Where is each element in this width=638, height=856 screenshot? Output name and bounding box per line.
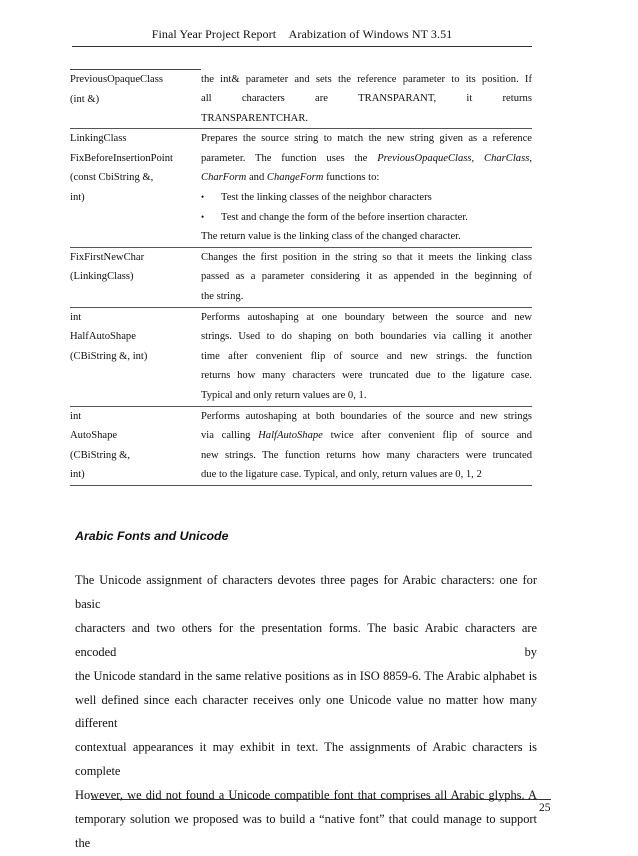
- running-header: [72, 27, 532, 42]
- function-description-cell: [201, 247, 532, 307]
- description-word: all: [201, 93, 212, 105]
- description-line: [201, 149, 532, 169]
- body-line: the Unicode standard in the same relative positions as in ISO 8859-6. The Arabic alphabet is: [75, 668, 537, 683]
- description-line: Typical and only return values are 0, 1.: [201, 390, 367, 401]
- function-name-line: int): [70, 469, 85, 481]
- function-name-line: HalfAutoShape: [70, 331, 136, 343]
- description-line: new strings. The function returns how many characters were truncated: [201, 449, 532, 461]
- description-text: and: [246, 172, 267, 184]
- description-line: Changes the first position in the string so that it meets the linking class: [201, 251, 532, 263]
- bullet-item: [201, 188, 532, 208]
- function-name-line: FixFirstNewChar: [70, 251, 145, 263]
- description-word: returns: [502, 93, 532, 105]
- section-heading: Arabic Fonts and Unicode: [75, 529, 229, 543]
- description-line: Performs autoshaping at both boundaries of the source and new strings: [201, 410, 532, 422]
- description-line: the int& parameter and sets the reference parameter to its position. If: [201, 73, 532, 85]
- description-text: ,: [529, 152, 532, 164]
- function-name-line: (const CbiString &,: [70, 172, 154, 184]
- body-line: However, we did not found a Unicode compatible font that comprises all Arabic glyphs. A: [75, 788, 537, 803]
- bullet-text: Test and change the form of the before insertion character.: [221, 211, 468, 223]
- function-name-cell: [70, 70, 201, 129]
- description-line: the string.: [201, 291, 244, 303]
- function-name-line: int: [70, 311, 82, 323]
- page-number: 25: [539, 802, 551, 814]
- table-row: [70, 406, 532, 485]
- function-reference: CharForm: [201, 172, 247, 184]
- table-row: [70, 129, 532, 248]
- body-line: temporary solution we proposed was to build a “native font” that could manage to support the: [75, 812, 537, 850]
- function-name-cell: [70, 247, 201, 307]
- description-text: parameter. The function uses the: [201, 152, 378, 164]
- function-name-line: int: [70, 410, 82, 422]
- bullet-text: Test the linking classes of the neighbor characters: [221, 192, 432, 204]
- description-word: are: [315, 93, 328, 105]
- description-line-spread: [201, 89, 532, 109]
- function-description-cell: [201, 129, 532, 248]
- function-name-cell: [70, 406, 201, 485]
- description-word: it: [466, 93, 473, 105]
- table-row: [70, 247, 532, 307]
- function-name-line: PreviousOpaqueClass: [70, 74, 163, 85]
- description-line: returns how many characters were truncated due to the ligature case.: [201, 370, 532, 382]
- description-line: [201, 168, 532, 188]
- function-description-cell: [201, 307, 532, 406]
- api-function-table: [70, 69, 532, 486]
- function-name-line: LinkingClass: [70, 133, 127, 145]
- description-line: strings. Used to do shaping on both boundaries via calling it another: [201, 331, 532, 343]
- function-reference: CharClass: [484, 152, 530, 164]
- description-line: time after convenient flip of source and new strings. the function: [201, 350, 532, 362]
- function-reference: ChangeForm: [266, 172, 324, 184]
- description-text: functions to:: [323, 172, 380, 184]
- section-body: [75, 569, 537, 856]
- function-name-cell: [70, 307, 201, 406]
- function-name-cell: [70, 129, 201, 248]
- description-line: The return value is the linking class of the changed character.: [201, 231, 461, 243]
- header-project-title: Arabization of Windows NT 3.51: [288, 27, 453, 41]
- function-name-line: (int &): [70, 93, 100, 105]
- description-text: ,: [471, 152, 484, 164]
- description-word: TRANSPARANT,: [358, 93, 437, 105]
- header-report-label: Final Year Project Report: [151, 27, 277, 41]
- body-line: contextual appearances it may exhibit in text. The assignments of Arabic characters is complete: [75, 740, 537, 779]
- function-name-line: FixBeforeInsertionPoint: [70, 152, 173, 164]
- function-name-line: (CBiString &,: [70, 449, 131, 461]
- function-name-line: int): [70, 192, 85, 204]
- function-reference: HalfAutoShape: [258, 430, 323, 442]
- table-row: [70, 70, 532, 129]
- body-line: characters and two others for the presentation forms. The basic Arabic characters are encoded by: [75, 620, 537, 659]
- description-line: Prepares the source string to match the new string given as a reference: [201, 133, 532, 145]
- description-line: due to the ligature case. Typical, and only, return values are 0, 1, 2: [201, 469, 482, 481]
- table-row: [70, 307, 532, 406]
- body-line: well defined since each character receives only one Unicode value no matter how many different: [75, 692, 537, 731]
- function-name-line: (LinkingClass): [70, 271, 134, 283]
- description-text: twice after convenient flip of source and: [322, 430, 532, 442]
- body-line: The Unicode assignment of characters devotes three pages for Arabic characters: one for basic: [75, 573, 537, 611]
- function-description-cell: [201, 70, 532, 129]
- bullet-icon: [201, 188, 221, 208]
- description-line: Performs autoshaping at one boundary between the source and new: [201, 311, 532, 323]
- description-line: [201, 426, 532, 446]
- function-reference: PreviousOpaqueClass: [377, 152, 472, 164]
- footer-divider: [91, 799, 551, 800]
- description-line: passed as a parameter considering it as appended in the beginning of: [201, 271, 532, 283]
- description-text: via calling: [201, 430, 259, 442]
- bullet-item: [201, 208, 532, 228]
- function-name-line: AutoShape: [70, 430, 118, 442]
- function-name-line: (CBiString &, int): [70, 350, 148, 362]
- header-divider: [72, 46, 532, 47]
- description-line: TRANSPARENTCHAR.: [201, 112, 309, 124]
- bullet-icon: [201, 208, 221, 228]
- description-word: characters: [241, 93, 285, 105]
- function-description-cell: [201, 406, 532, 485]
